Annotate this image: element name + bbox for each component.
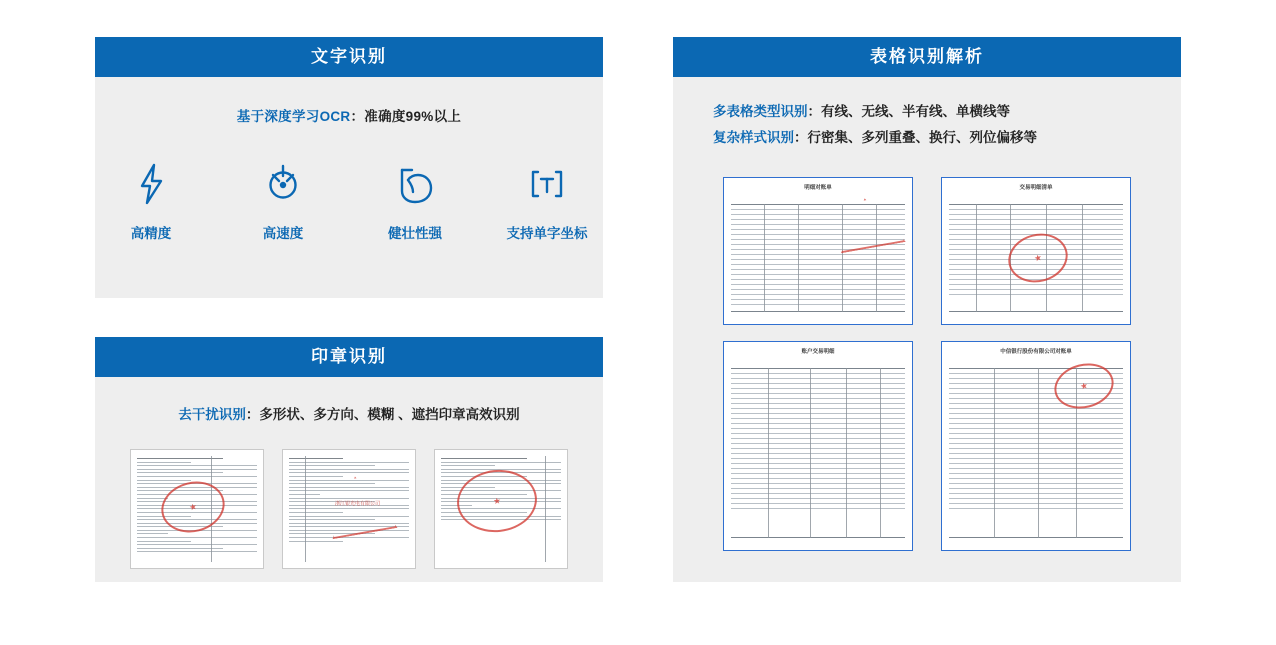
seal-sample-certificate[interactable] [434,449,568,569]
feature-high-accuracy-label: 高精度 [130,226,172,241]
text-recognition-subtitle-highlight: 基于深度学习OCR [236,109,351,124]
feature-high-speed-label: 高速度 [262,226,304,241]
panel-text-recognition-body [95,77,603,298]
feature-robustness [367,159,463,242]
table-recognition-description [695,99,1159,151]
seal-sample-list [95,449,603,569]
lightning-bolt-icon [103,159,199,209]
seal-sample-invoice[interactable] [282,449,416,569]
panel-seal-recognition-body [95,377,603,582]
feature-char-coordinates-label: 支持单字坐标 [506,226,588,241]
panel-seal-recognition-title: 印章识别 [95,337,603,377]
table-recognition-line-1-highlight: 多表格类型识别 [713,104,808,119]
table-sample-ledger-2[interactable] [941,341,1131,551]
text-bracket-icon [499,159,595,209]
feature-char-coordinates [499,159,595,242]
feature-robustness-label: 健壮性强 [388,226,442,241]
document-heading: 明细对账单 [804,185,832,191]
table-sample-ledger-1[interactable] [723,341,913,551]
table-recognition-line-2-highlight: 复杂样式识别 [713,130,794,145]
table-recognition-line-2 [713,125,1159,151]
text-recognition-subtitle-rest: ：准确度99%以上 [350,109,462,124]
panel-table-recognition-body [673,77,1181,582]
panel-table-recognition [673,37,1181,582]
document-heading: 中信银行股份有限公司对账单 [1000,349,1072,355]
text-recognition-feature-list [95,159,603,242]
panel-text-recognition-title: 文字识别 [95,37,603,77]
document-heading: 交易明细清单 [1019,185,1053,191]
table-sample-statement-2[interactable] [941,177,1131,325]
document-heading: 账户交易明细 [801,349,835,355]
seal-sample-contract[interactable] [130,449,264,569]
panel-table-recognition-title: 表格识别解析 [673,37,1181,77]
table-recognition-line-1 [713,99,1159,125]
table-sample-statement-1[interactable] [723,177,913,325]
panel-seal-recognition [95,337,603,582]
muscle-arm-icon [367,159,463,209]
seal-recognition-subtitle-rest: ：多形状、多方向、模糊 、遮挡印章高效识别 [245,407,520,422]
document-table-rows [731,368,905,538]
panel-text-recognition [95,37,603,298]
table-recognition-line-1-rest: ：有线、无线、半有线、单横线等 [807,104,1010,119]
text-recognition-subtitle [95,105,603,125]
table-recognition-line-2-rest: ：行密集、多列重叠、换行、列位偏移等 [794,130,1037,145]
seal-stamp-text: 浙江银光电有限公司 [335,501,381,507]
table-sample-list [695,177,1159,551]
target-crosshair-icon [235,159,331,209]
seal-recognition-subtitle-highlight: 去干扰识别 [178,407,246,422]
feature-high-accuracy [103,159,199,242]
seal-recognition-subtitle [95,403,603,423]
feature-high-speed [235,159,331,242]
